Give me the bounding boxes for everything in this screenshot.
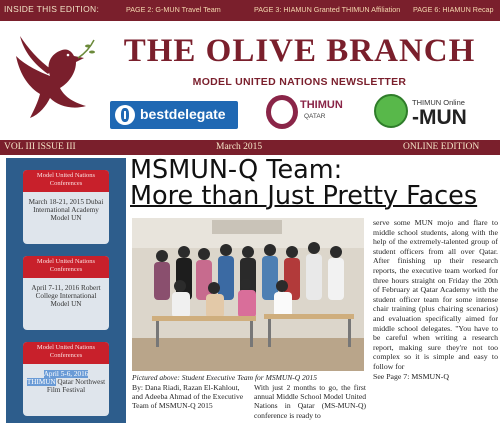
article-headline (130, 157, 498, 209)
conference-sidebar (6, 158, 126, 423)
issue-volume: VOL III ISSUE III (4, 141, 76, 152)
newsletter-subtitle: MODEL UNITED NATIONS NEWSLETTER (192, 76, 407, 88)
see-page-link[interactable]: See Page 7: MSMUN-Q (373, 371, 450, 381)
article-byline: By: Dana Riadi, Razan El-Kahlout, and Adeeba Ahmad of the Executive Team of MSMUN-Q 2015 (132, 383, 244, 411)
bestdelegate-text: bestdelegate (140, 106, 226, 122)
conference-org-highlight: THIMUN (26, 378, 56, 387)
newsletter-title: THE OLIVE BRANCH (123, 33, 476, 69)
issue-edition: ONLINE EDITION (403, 141, 480, 152)
thimun-q-icon (266, 95, 298, 129)
thimun-name: THIMUN (300, 99, 343, 111)
edition-label: INSIDE THIS EDITION: (4, 4, 100, 14)
dove-with-olive-branch-icon (6, 26, 98, 124)
team-photo (132, 218, 364, 371)
online-top-text: THIMUN Online (412, 98, 465, 107)
conference-card-body: April 7-11, 2016 Robert College International Model UN (31, 284, 101, 309)
bestdelegate-logo[interactable] (110, 101, 238, 129)
conference-card-head: Model United Nations Conferences (23, 170, 109, 192)
thimun-online-mun-logo[interactable] (368, 92, 498, 136)
bestdelegate-mark-icon (115, 105, 135, 125)
conference-card-rest: Qatar Northwest Film Festival (46, 378, 106, 395)
globe-icon (374, 94, 408, 128)
article-column-middle: With just 2 months to go, the first annual Middle School Model United Nations in Qatar (MS-MUN-Q) conference is ready to (254, 383, 366, 420)
conference-card-body (23, 364, 109, 395)
edition-item-page6[interactable]: PAGE 6: HIAMUN Recap (413, 5, 494, 14)
conference-card[interactable] (23, 170, 109, 244)
issue-date: March 2015 (216, 141, 263, 152)
edition-item-page3[interactable]: PAGE 3: HIAMUN Granted THIMUN Affiliation (254, 5, 401, 14)
issue-bar (0, 140, 500, 155)
edition-item-page2[interactable]: PAGE 2: G-MUN Travel Team (126, 5, 221, 14)
conference-date-highlight: April 5-6, 2016 (43, 370, 89, 378)
conference-card-head: Model United Nations Conferences (23, 256, 109, 278)
photo-caption: Pictured above: Student Executive Team for MSMUN-Q 2015 (132, 373, 318, 382)
conference-card[interactable] (23, 256, 109, 330)
article-column-right (373, 218, 498, 381)
article-column-right-text: serve some MUN mojo and flare to middle school students, along with the help of the extremely-talented group of student officers from all over Qatar. After finishing up their research reports, the executive team worked for three hours straight on Friday the 20th of February at Qatar Academy with the student officer team for some intense chair training (plus chairing scenarios) and evaluation specifically aimed for middle school delegates. "You have to be careful when writing a research report, making sure they're not too complex so it is simple and easy to follow for (373, 218, 498, 371)
headline-line-2: More than Just Pretty Faces (130, 181, 478, 211)
conference-card-body: March 18-21, 2015 Dubai International Academy Model UN (28, 198, 104, 223)
headline-line-1: MSMUN-Q Team: (130, 155, 343, 185)
edition-bar (0, 0, 500, 21)
online-mun-text: -MUN (412, 106, 467, 129)
thimun-qatar-logo[interactable] (262, 95, 362, 133)
thimun-sub: QATAR (304, 113, 326, 120)
conference-card-head: Model United Nations Conferences (23, 342, 109, 364)
conference-card[interactable] (23, 342, 109, 416)
